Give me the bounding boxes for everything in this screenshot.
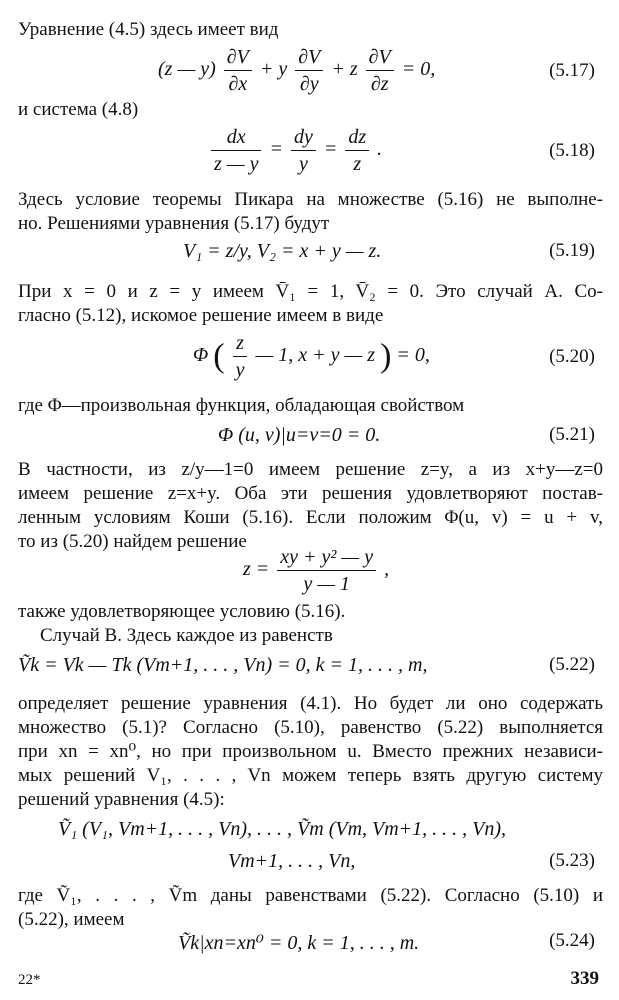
- equation-z-solution: [18, 540, 603, 604]
- text-line: множество (5.1)? Согласно (5.10), равенство (5.22) выполняется: [18, 717, 603, 738]
- eq-term: =: [269, 138, 283, 161]
- equation-5-24: [18, 930, 603, 960]
- page-number: 339: [570, 968, 599, 989]
- text-line: Случай B. Здесь каждое из равенств: [40, 625, 333, 646]
- text-line: при xn = xn⁰, но при произвольном u. Вместо прежних независи-: [18, 741, 603, 762]
- equation-5-18: [18, 120, 603, 182]
- text-line: При x = 0 и z = y имеем V̄₁ = 1, V̄₂ = 0. Это случай A. Со-: [18, 281, 603, 302]
- equation-number: (5.23): [549, 850, 595, 871]
- equation-5-23: [18, 818, 603, 878]
- frac-den: y: [298, 153, 308, 175]
- eq-body: Ṽk|xn=xn⁰ = 0, k = 1, . . . , m.: [178, 932, 420, 954]
- paren-right: ): [380, 337, 392, 375]
- eq-body: Ṽk = Vk — Tk (Vm+1, . . . , Vn) = 0, k = 1, . . . , m,: [18, 654, 428, 676]
- eq-body: Vm+1, . . . , Vn,: [228, 850, 356, 872]
- equation-5-19: [18, 240, 603, 270]
- frac-num: dx: [211, 124, 261, 151]
- fraction: [366, 44, 394, 97]
- paren-left: (: [213, 337, 225, 375]
- frac-den: ∂x: [228, 73, 248, 95]
- text-line: Уравнение (4.5) здесь имеет вид: [18, 19, 279, 40]
- frac-num: xy + y² — y: [277, 544, 376, 571]
- text-line: решений уравнения (4.5):: [18, 789, 225, 810]
- eq-term: =: [323, 138, 338, 161]
- fraction: [211, 124, 261, 177]
- text-line: и система (4.8): [18, 99, 139, 120]
- equation-number: (5.17): [549, 60, 595, 81]
- text-line: то из (5.20) найдем решение: [18, 531, 247, 552]
- eq-term: = 0,: [401, 58, 436, 81]
- text-line: имеем решение z=x+y. Оба эти решения удовлетворяют постав-: [18, 483, 603, 504]
- text-line: где Φ—произвольная функция, обладающая свойством: [18, 395, 465, 416]
- fraction: [233, 330, 248, 383]
- eq-term: = 0,: [396, 344, 430, 367]
- equation-number: (5.19): [549, 240, 595, 261]
- equation-5-20: [18, 328, 603, 390]
- equation-5-21: [18, 424, 603, 452]
- text-line: В частности, из z/y—1=0 имеем решение z=y, а из x+y—z=0: [18, 459, 603, 480]
- fraction: [291, 124, 316, 177]
- equation-5-22: [18, 654, 603, 684]
- frac-den: ∂y: [299, 73, 319, 95]
- equation-number: (5.24): [549, 930, 595, 951]
- text-line: определяет решение уравнения (4.1). Но будет ли оно содержать: [18, 693, 603, 714]
- eq-body: Ṽ₁ (V₁, Vm+1, . . . , Vn), . . . , Ṽm (Vm, Vm+1, . . . , Vn),: [58, 818, 507, 840]
- frac-den: z — y: [214, 153, 259, 175]
- frac-num: z: [233, 330, 248, 357]
- eq-body: Φ (u, v)|u=v=0 = 0.: [218, 424, 381, 446]
- signature-mark: 22*: [18, 972, 41, 988]
- equation-number: (5.18): [549, 140, 595, 161]
- frac-num: dy: [291, 124, 316, 151]
- text-line: ленным условиям Коши (5.16). Если положим Φ(u, v) = u + v,: [18, 507, 603, 528]
- eq-term: (z — y): [158, 58, 216, 81]
- eq-term: + z: [331, 58, 358, 81]
- fraction: [277, 544, 376, 597]
- text-line: где Ṽ₁, . . . , Ṽm даны равенствами (5.22). Согласно (5.10) и: [18, 885, 603, 906]
- equation-number: (5.21): [549, 424, 595, 445]
- text-line: Здесь условие теоремы Пикара на множестве (5.16) не выполне-: [18, 189, 603, 210]
- text-line: но. Решениями уравнения (5.17) будут: [18, 213, 330, 234]
- frac-den: z: [353, 153, 362, 175]
- equation-number: (5.22): [549, 654, 595, 675]
- text-line: также удовлетворяющее условию (5.16).: [18, 601, 346, 622]
- eq-term: Φ: [193, 344, 209, 367]
- text-line: гласно (5.12), искомое решение имеем в виде: [18, 305, 384, 326]
- frac-num: dz: [345, 124, 369, 151]
- fraction: [345, 124, 369, 177]
- eq-term: — 1, x + y — z: [255, 344, 376, 367]
- frac-den: ∂z: [370, 73, 389, 95]
- frac-num: ∂V: [366, 44, 394, 71]
- eq-term: ,: [384, 558, 390, 581]
- text-line: мых решений V₁, . . . , Vn можем теперь взять другую систему: [18, 765, 603, 786]
- equation-number: (5.20): [549, 346, 595, 367]
- fraction: [295, 44, 323, 97]
- text-line: (5.22), имеем: [18, 909, 125, 930]
- eq-term: + y: [259, 58, 288, 81]
- equation-5-17: [18, 40, 603, 104]
- eq-term: .: [377, 138, 383, 161]
- frac-den: y: [235, 359, 245, 381]
- frac-num: ∂V: [224, 44, 252, 71]
- eq-body: V₁ = z/y, V₂ = x + y — z.: [183, 240, 382, 262]
- eq-term: z =: [243, 558, 270, 581]
- frac-den: y — 1: [303, 573, 351, 595]
- fraction: [224, 44, 252, 97]
- frac-num: ∂V: [295, 44, 323, 71]
